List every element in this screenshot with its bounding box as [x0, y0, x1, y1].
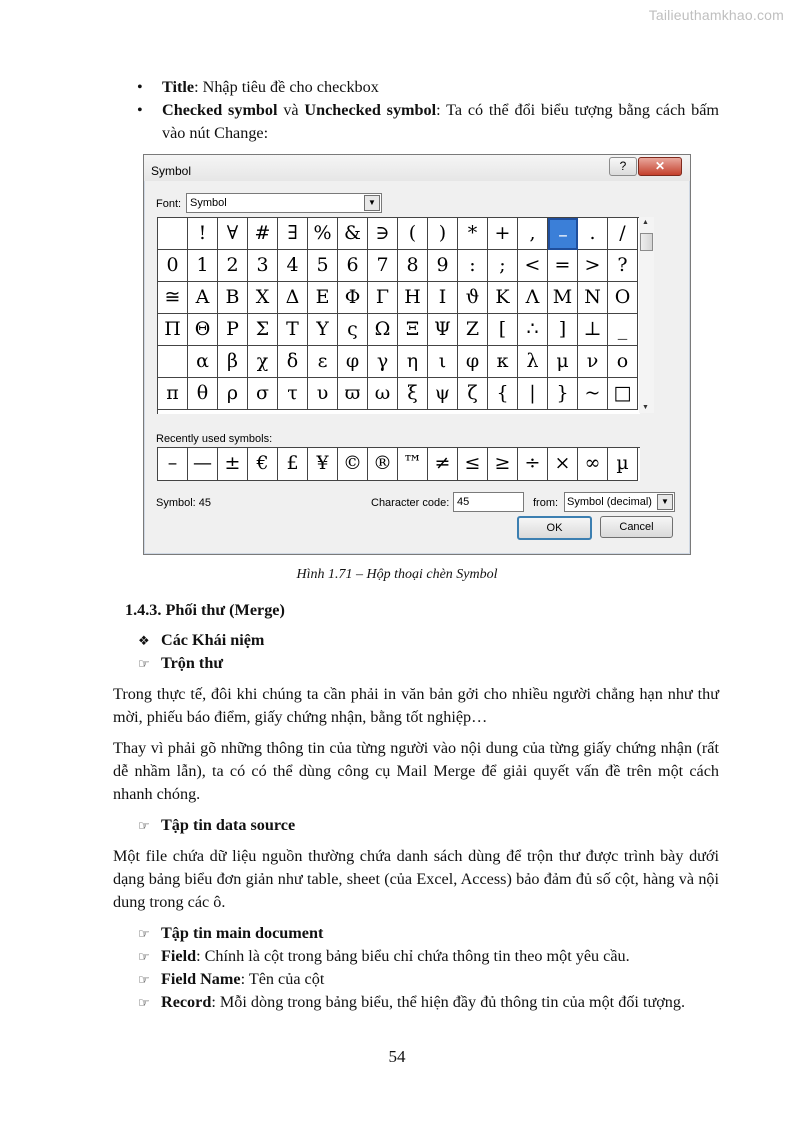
paragraph: Thay vì phải gõ những thông tin của từng người vào nội dung của từng giấy chứng nhận (rất dễ nhầm lẫn), ta có có thể dùng công cụ Mail Merge để giải quyết vấn đề trên một cách nhanh chóng.: [113, 739, 719, 803]
symbol-cell[interactable]: ρ: [218, 378, 248, 410]
ok-button[interactable]: OK: [517, 516, 592, 540]
recent-symbol-cell[interactable]: —: [188, 448, 218, 481]
character-code-value: 45: [457, 496, 470, 508]
diamond-bullet-icon: ❖: [138, 634, 150, 649]
chevron-down-icon[interactable]: ▼: [657, 494, 673, 510]
close-button[interactable]: ✕: [638, 157, 682, 176]
symbol-cell[interactable]: ⊥: [578, 314, 608, 346]
scroll-up-icon[interactable]: ▲: [642, 219, 649, 226]
symbol-cell[interactable]: Ν: [578, 282, 608, 314]
symbol-cell[interactable]: Η: [398, 282, 428, 314]
symbol-cell[interactable]: Δ: [278, 282, 308, 314]
symbol-cell[interactable]: χ: [248, 346, 278, 378]
symbol-grid-scrollbar[interactable]: [639, 217, 654, 413]
symbol-cell[interactable]: Ξ: [398, 314, 428, 346]
symbol-cell[interactable]: Θ: [188, 314, 218, 346]
symbol-cell[interactable]: ∴: [518, 314, 548, 346]
character-code-input[interactable]: [453, 492, 524, 512]
scroll-down-icon[interactable]: ▼: [642, 404, 649, 411]
recent-symbol-cell[interactable]: €: [248, 448, 278, 481]
symbol-cell[interactable]: ): [428, 218, 458, 250]
symbol-cell[interactable]: λ: [518, 346, 548, 378]
definition-term: Field Name: [161, 970, 241, 988]
definition-field: [138, 945, 630, 969]
subheading-text: Tập tin main document: [161, 924, 324, 942]
symbol-cell[interactable]: {: [488, 378, 518, 410]
symbol-cell[interactable]: ∋: [368, 218, 398, 250]
page-number: 54: [388, 1047, 406, 1066]
recent-symbol-cell[interactable]: µ: [608, 448, 638, 481]
bullet-text: : Nhập tiêu đề cho checkbox: [194, 78, 379, 96]
dialog-titlebar: [144, 155, 690, 181]
symbol-dialog: [143, 154, 691, 555]
recent-symbol-cell[interactable]: ≤: [458, 448, 488, 481]
symbol-cell[interactable]: &: [338, 218, 368, 250]
symbol-cell[interactable]: –: [548, 218, 578, 250]
symbol-cell[interactable]: .: [578, 218, 608, 250]
pointing-hand-icon: ☞: [138, 657, 150, 672]
recent-symbol-cell[interactable]: ¥: [308, 448, 338, 481]
symbol-cell[interactable]: ς: [338, 314, 368, 346]
symbol-info: Symbol: 45: [156, 497, 212, 509]
bullet-term: Unchecked symbol: [304, 101, 437, 119]
symbol-cell[interactable]: 8: [398, 250, 428, 282]
font-select[interactable]: [186, 193, 382, 213]
definition-record: [138, 991, 685, 1015]
symbol-cell[interactable]: (: [398, 218, 428, 250]
symbol-cell[interactable]: κ: [488, 346, 518, 378]
symbol-cell[interactable]: 0: [158, 250, 188, 282]
recent-symbol-cell[interactable]: ®: [368, 448, 398, 481]
symbol-cell[interactable]: 4: [278, 250, 308, 282]
symbol-cell[interactable]: γ: [368, 346, 398, 378]
symbol-grid: [157, 217, 640, 414]
symbol-cell[interactable]: ν: [578, 346, 608, 378]
symbol-cell[interactable]: Ρ: [218, 314, 248, 346]
symbol-cell[interactable]: =: [548, 250, 578, 282]
cancel-button[interactable]: Cancel: [600, 516, 673, 538]
symbol-cell[interactable]: ϑ: [458, 282, 488, 314]
recent-symbol-cell[interactable]: ©: [338, 448, 368, 481]
symbol-cell[interactable]: α: [188, 346, 218, 378]
symbol-cell[interactable]: 2: [218, 250, 248, 282]
symbol-cell[interactable]: Ω: [368, 314, 398, 346]
subheading-data-source: [138, 814, 295, 838]
symbol-cell[interactable]: _: [608, 314, 638, 346]
symbol-cell[interactable]: ≅: [158, 282, 188, 314]
pointing-hand-icon: ☞: [138, 973, 150, 988]
symbol-cell[interactable]: τ: [278, 378, 308, 410]
symbol-cell[interactable]: Γ: [368, 282, 398, 314]
pointing-hand-icon: ☞: [138, 819, 150, 834]
symbol-cell[interactable]: Ζ: [458, 314, 488, 346]
bullet-term: Title: [162, 78, 195, 96]
symbol-cell[interactable]: *: [458, 218, 488, 250]
recent-symbol-cell[interactable]: –: [158, 448, 188, 481]
symbol-cell[interactable]: 1: [188, 250, 218, 282]
character-code-label: Character code:: [371, 497, 450, 509]
bullet-text: và: [277, 101, 305, 119]
symbol-cell[interactable]: ]: [548, 314, 578, 346]
subheading-concepts: [138, 629, 264, 653]
symbol-cell[interactable]: ,: [518, 218, 548, 250]
section-heading: 1.4.3. Phối thư (Merge): [125, 601, 285, 619]
symbol-cell[interactable]: Β: [218, 282, 248, 314]
bullet-term: Checked symbol: [162, 101, 278, 119]
symbol-cell[interactable]: μ: [548, 346, 578, 378]
paragraph: Trong thực tế, đôi khi chúng ta cần phải in văn bản gởi cho nhiều người chẳng hạn như thư mời, phiếu báo điểm, giấy chứng nhận, bằng tốt nghiệp…: [113, 685, 719, 726]
symbol-cell[interactable]: ϖ: [338, 378, 368, 410]
help-button[interactable]: ?: [609, 157, 637, 176]
symbol-cell[interactable]: 6: [338, 250, 368, 282]
symbol-cell[interactable]: Φ: [338, 282, 368, 314]
symbol-cell[interactable]: +: [488, 218, 518, 250]
symbol-cell[interactable]: ζ: [458, 378, 488, 410]
symbol-cell[interactable]: ?: [608, 250, 638, 282]
subheading-main-document: [138, 922, 323, 946]
watermark: Tailieuthamkhao.com: [648, 7, 784, 23]
definition-text: : Tên của cột: [240, 970, 325, 988]
symbol-cell[interactable]: υ: [308, 378, 338, 410]
intro-bullets: [113, 76, 719, 145]
bullet-title: • Title: Nhập tiêu đề cho checkbox: [137, 78, 379, 96]
subheading-text: Tập tin data source: [161, 816, 296, 834]
pointing-hand-icon: ☞: [138, 996, 150, 1011]
symbol-cell[interactable]: Σ: [248, 314, 278, 346]
recent-symbol-cell[interactable]: ÷: [518, 448, 548, 481]
symbol-cell[interactable]: 3: [248, 250, 278, 282]
definition-term: Record: [161, 993, 212, 1011]
symbol-cell[interactable]: 7: [368, 250, 398, 282]
symbol-cell[interactable]: ∃: [278, 218, 308, 250]
symbol-cell[interactable]: !: [188, 218, 218, 250]
symbol-cell[interactable]: ;: [488, 250, 518, 282]
definition-text: : Chính là cột trong bảng biểu chỉ chứa thông tin theo một yêu cầu.: [196, 947, 630, 965]
symbol-cell[interactable]: [158, 346, 188, 378]
symbol-cell[interactable]: δ: [278, 346, 308, 378]
symbol-cell[interactable]: Ι: [428, 282, 458, 314]
symbol-cell[interactable]: ω: [368, 378, 398, 410]
symbol-cell[interactable]: :: [458, 250, 488, 282]
recent-symbol-cell[interactable]: ™: [398, 448, 428, 481]
symbol-cell[interactable]: ε: [308, 346, 338, 378]
definition-term: Field: [161, 947, 197, 965]
definition-text: : Mỗi dòng trong bảng biểu, thể hiện đầy đủ thông tin của một đối tượng.: [211, 993, 686, 1011]
subheading-mail-merge: [138, 652, 223, 676]
bullet-text: : Ta có thể đổi biểu tượng bằng cách bấm vào nút Change:: [162, 101, 720, 142]
symbol-cell[interactable]: Λ: [518, 282, 548, 314]
symbol-cell[interactable]: φ: [338, 346, 368, 378]
symbol-cell[interactable]: Π: [158, 314, 188, 346]
subheading-text: Các Khái niệm: [161, 631, 265, 649]
symbol-cell[interactable]: π: [158, 378, 188, 410]
font-value: Symbol: [190, 197, 227, 209]
symbol-cell[interactable]: σ: [248, 378, 278, 410]
symbol-cell[interactable]: [: [488, 314, 518, 346]
dialog-title: Symbol: [151, 164, 192, 178]
symbol-cell[interactable]: Μ: [548, 282, 578, 314]
recent-symbol-cell[interactable]: ×: [548, 448, 578, 481]
symbol-cell[interactable]: >: [578, 250, 608, 282]
symbol-cell[interactable]: θ: [188, 378, 218, 410]
symbol-cell[interactable]: ∀: [218, 218, 248, 250]
symbol-cell[interactable]: η: [398, 346, 428, 378]
recent-symbol-cell[interactable]: ±: [218, 448, 248, 481]
recent-symbol-cell[interactable]: ∞: [578, 448, 608, 481]
subheading-text: Trộn thư: [161, 654, 224, 672]
font-label: Font:: [156, 198, 182, 210]
symbol-cell[interactable]: Κ: [488, 282, 518, 314]
symbol-cell[interactable]: Α: [188, 282, 218, 314]
recent-symbols-grid: [157, 447, 640, 481]
paragraph: Một file chứa dữ liệu nguồn thường chứa danh sách dùng để trộn thư được trình bày dưới dạng bảng biểu đơn giản như table, sheet (của Excel, Access) bảo đảm đủ số cột, hàng và nội dung trong các ô.: [113, 847, 719, 911]
symbol-cell[interactable]: Τ: [278, 314, 308, 346]
bullet-checked-symbol: • Checked symbol và Unchecked symbol: Ta có thể đổi biểu tượng bằng cách bấm vào nút Change:: [137, 101, 720, 142]
symbol-cell[interactable]: ι: [428, 346, 458, 378]
recent-symbols-label: Recently used symbols:: [156, 433, 273, 445]
recent-symbol-cell[interactable]: £: [278, 448, 308, 481]
from-label: from:: [533, 497, 559, 509]
symbol-cell[interactable]: [158, 218, 188, 250]
symbol-cell[interactable]: Ε: [308, 282, 338, 314]
pointing-hand-icon: ☞: [138, 950, 150, 965]
symbol-cell[interactable]: ~: [578, 378, 608, 410]
symbol-cell[interactable]: ο: [608, 346, 638, 378]
symbol-cell[interactable]: 5: [308, 250, 338, 282]
symbol-cell[interactable]: ξ: [398, 378, 428, 410]
symbol-cell[interactable]: 9: [428, 250, 458, 282]
symbol-cell[interactable]: Ψ: [428, 314, 458, 346]
chevron-down-icon[interactable]: ▼: [364, 195, 380, 211]
symbol-cell[interactable]: /: [608, 218, 638, 250]
symbol-cell[interactable]: |: [518, 378, 548, 410]
symbol-cell[interactable]: Υ: [308, 314, 338, 346]
symbol-cell[interactable]: □: [608, 378, 638, 410]
symbol-cell[interactable]: Χ: [248, 282, 278, 314]
pointing-hand-icon: ☞: [138, 927, 150, 942]
symbol-cell[interactable]: ψ: [428, 378, 458, 410]
from-select[interactable]: [564, 492, 675, 512]
recent-symbol-cell[interactable]: ≥: [488, 448, 518, 481]
scrollbar-thumb[interactable]: [640, 233, 653, 251]
symbol-cell[interactable]: φ: [458, 346, 488, 378]
symbol-cell[interactable]: β: [218, 346, 248, 378]
symbol-cell[interactable]: <: [518, 250, 548, 282]
symbol-cell[interactable]: %: [308, 218, 338, 250]
symbol-cell[interactable]: #: [248, 218, 278, 250]
definition-field-name: [138, 968, 324, 992]
recent-symbol-cell[interactable]: ≠: [428, 448, 458, 481]
symbol-cell[interactable]: }: [548, 378, 578, 410]
figure-caption: Hình 1.71 – Hộp thoại chèn Symbol: [296, 567, 498, 582]
from-value: Symbol (decimal): [567, 496, 652, 508]
symbol-cell[interactable]: Ο: [608, 282, 638, 314]
